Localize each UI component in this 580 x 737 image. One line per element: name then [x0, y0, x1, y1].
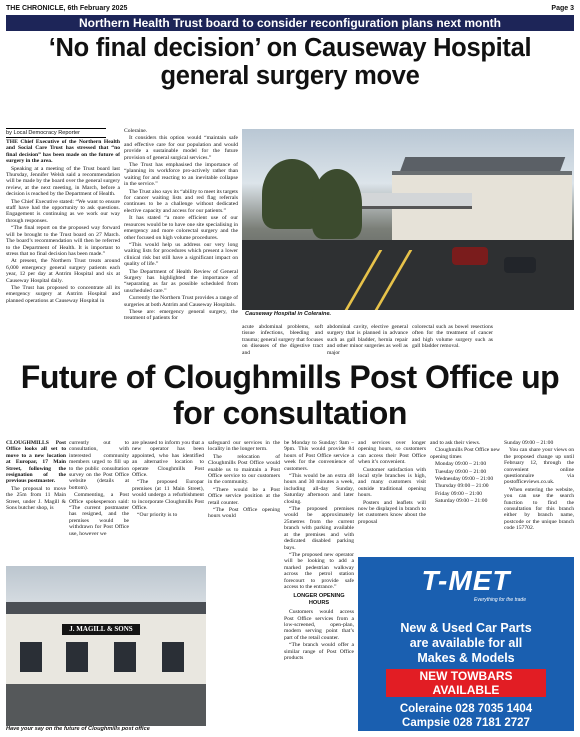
story2-column-4	[208, 440, 280, 560]
cloughmills-photo-caption: Have your say on the future of Cloughmills post office	[6, 726, 150, 732]
story1-byline: by Local Democracy Reporter	[6, 128, 106, 138]
towbars-line-2: AVAILABLE	[432, 683, 500, 697]
paragraph: CLOUGHMILLS Post Office looks all set to move to a new location at Europar, 17 Main Street, following the resignation of the previous postmaster.	[6, 440, 66, 485]
story2-column-8	[504, 440, 574, 552]
paragraph: The relocation of Cloughmills Post Office would enable us to maintain a Post Office service to our customers in the community.	[208, 453, 280, 486]
paragraph: “The proposed Europar premises (at 11 Main Street), would undergo a refurbishment to incorporate Cloughmills Post Office.	[132, 479, 204, 512]
paragraph: Customer satisfaction with local style branches is high, and many customers visit outside traditional opening hours.	[358, 466, 426, 499]
towbars-box	[386, 669, 546, 697]
paragraph: The proposal to move the 25m from 11 Main Street, under J. Magill & Sons butcher shop, is	[6, 485, 66, 512]
story2-column-2	[69, 440, 129, 564]
story1-column-2	[124, 128, 238, 357]
paragraph: Currently the Northern Trust provides a range of surgeries at both Antrim and Causeway Hospitals.	[124, 295, 238, 308]
paragraph: “This would help us address our very long waiting lists for procedures which present a lower clinical risk but still have a significant impact on quality of life.”	[124, 241, 238, 268]
paragraph: The Chief Executive stated: “We want to ensure staff have had the opportunity to ask questions. Engagement is continuing as we work our way through responses.	[6, 198, 120, 224]
paragraph: safeguard our services in the locality in the longer term.	[208, 440, 280, 453]
story2-column-6	[358, 440, 426, 552]
story2-column-1	[6, 440, 66, 564]
paragraph: Speaking at a meeting of the Trust board last Thursday, Jennifer Welsh said a recommendation will be made by the board over the general surgery review, at the next meeting, in March, before a decision is reached by the Department of Health.	[6, 165, 120, 198]
paragraph: “The Post Office opening hours would	[208, 507, 280, 520]
paragraph: colorectal such as bowel resections often for the treatment of cancer and high volume surgery such as gall bladder removal.	[412, 324, 493, 350]
paragraph: The Trust also says its “ability to meet its targets for cancer waiting lists and red flag referrals continues to be a challenge without dedicated elective capacity and access for our patients.”	[124, 188, 238, 214]
paragraph: “There would be a Post Office service position at the retail counter.	[208, 486, 280, 506]
paragraph: and to ask their views.	[430, 440, 481, 446]
paragraph: Cloughmills Post Office new opening times	[430, 447, 500, 460]
paragraph: The Department of Health Review of General Surgery has highlighted the importance of “separating as far as possible scheduled from unscheduled care.”	[124, 268, 238, 294]
story1-headline: ‘No final decision’ on Causeway Hospital general surgery move	[48, 34, 532, 90]
story2-column-4-continued	[208, 566, 280, 726]
paragraph: acute abdominal problems, soft tissue infections, bleeding and trauma; general surgery that focuses on diseases of the digestive tract and	[242, 324, 323, 356]
paragraph: Saturday 09:00 – 21:00	[435, 498, 488, 505]
advert-line-2: are available for all	[409, 636, 523, 650]
paragraph: The Trust has proposed to concentrate all its emergency surgery at Antrim Hospital and planned operations at Causeway Hospital in	[6, 284, 120, 304]
paragraph: When entering the website, you can use the search function to find the consultation for this branch either by branch name, postcode or the unique branch code 157702.	[504, 486, 574, 532]
paragraph: THE Chief Executive of the Northern Health and Social Care Trust has stressed that “no final decision” has been made on the future of surgery in the area.	[6, 139, 120, 165]
causeway-photo-caption: Causeway Hospital in Coleraine.	[245, 311, 332, 317]
paragraph: Tuesday 09:00 – 21:00	[435, 468, 487, 475]
story2-headline: Future of Cloughmills Post Office up for consultation	[20, 359, 560, 431]
paragraph: abdominal cavity, elective general surgery that is planned in advance such as gall bladder, hernia repair and other minor surgeries as well as major	[327, 324, 408, 356]
paragraph: Posters and leaflets will now be displayed in branch to let customers know about the proposal	[358, 499, 426, 525]
towbars-line-1: NEW TOWBARS	[419, 669, 513, 683]
paragraph: These are: emergency general surgery, the treatment of patients for	[124, 308, 238, 322]
paragraph: “The branch would offer a similar range of Post Office products	[284, 642, 354, 661]
story1-column-1	[6, 139, 120, 357]
paragraph: be Monday to Sunday: 9am – 9pm. This would provide 84 hours of Post Office service a week for the convenience of customers.	[284, 440, 354, 472]
paragraph: It considers this option would “maintain safe and effective care for our population and would provide a sustainable model for the future provision of general surgical services.”	[124, 135, 238, 161]
masthead-title: THE CHRONICLE, 6th February 2025	[6, 5, 128, 12]
paragraph: At present, the Northern Trust treats around 6,000 emergency general surgery patients each year, 12 per day at Antrim Hospital and six at Causeway Hospital daily.	[6, 258, 120, 284]
paragraph: “The proposed new operator will be looking to add a marked pedestrian walkway across the petrol station forecourt to provide safe access to the entrance.”	[284, 551, 354, 590]
story1-column-5	[412, 324, 493, 356]
paragraph: “The final report on the proposed way forward will be brought to the Trust board on 27 March. The board’s recommendation will then be referred to the Department of Health. It is important to stress that no final decision has been made.”	[6, 225, 120, 257]
phone-coleraine[interactable]: Coleraine 028 7035 1404	[399, 703, 533, 715]
shop-sign: J. MAGILL & SONS	[62, 624, 140, 635]
paragraph: “The proposed premises would be approximately 25metres from the current branch with parking available at the premises and with dedicated disabled parking bays.	[284, 506, 354, 551]
paragraph: “This would be an extra 48 hours and 30 minutes a week, including all-day Sunday, Saturday afternoon and later closing.	[284, 473, 354, 505]
advert-line-1: New & Used Car Parts	[400, 621, 532, 635]
paragraph: “Our priority is to	[137, 512, 178, 519]
paragraph: Friday 09:00 – 21:00	[435, 490, 483, 497]
paragraph: Coleraine.	[124, 128, 148, 134]
paragraph: Customers would access Post Office services from a low-screened, open-plan, modern serving point that’s part of the retail counter.	[284, 609, 354, 641]
tmet-logo: T-MET	[421, 565, 511, 596]
causeway-hospital-photo	[242, 129, 574, 310]
paragraph: are pleased to inform you that a new operator has been appointed, who has identified an alternative location to operate Cloughmills Post Office.	[132, 440, 204, 479]
paragraph: Wednesday 09:00 – 21:00	[435, 476, 494, 483]
paragraph: It has stated “a more efficient use of our resources would be to have one site specialising in emergency and more colorectal surgery and the other focused on high volume procedures.	[124, 215, 238, 241]
advert-headline	[358, 621, 574, 666]
story2-column-7	[430, 440, 500, 552]
cloughmills-post-office-photo	[6, 566, 206, 726]
subhead-longer-opening-hours: LONGER OPENING HOURS	[293, 593, 345, 606]
paragraph: Thursday 09:00 – 21:00	[435, 483, 489, 490]
paragraph: and services over longer opening hours, so customers can access their Post Office when it’s convenient.	[358, 440, 426, 466]
strapline-banner: Northern Health Trust board to consider reconfiguration plans next month	[6, 15, 574, 31]
page-number: Page 3	[551, 5, 574, 12]
paragraph: Commenting, a Post Office spokesperson said: “The current postmaster has resigned, and the premises would be withdrawn for Post Office use, however we	[69, 492, 129, 537]
paragraph: currently out to consultation, with interested community members urged to fill up to the public consultation survey on the Post Office website (details at bottom).	[69, 440, 129, 491]
story1-column-3	[242, 324, 323, 356]
paragraph: You can share your views on the proposed change up until February 12, through the convenient online questionnaire via postofficeviews.co.uk.	[504, 447, 574, 486]
paragraph: Sunday 09:00 – 21:00	[504, 440, 554, 446]
story1-column-4	[327, 324, 408, 356]
advert-line-3: Makes & Models	[417, 651, 515, 665]
tmet-tagline: Everything for the trade	[474, 597, 526, 603]
phone-campsie[interactable]: Campsie 028 7181 2727	[402, 717, 530, 729]
story2-column-3	[132, 440, 204, 564]
paragraph: The Trust has emphasised the importance of “planning its workforce pro-actively rather than waiting for and reacting to an inevitable collapse in the service.”	[124, 162, 238, 188]
story2-column-5	[284, 440, 354, 730]
tmet-advert[interactable]	[358, 557, 574, 731]
paragraph: Monday 09:00 – 21:00	[435, 461, 487, 468]
